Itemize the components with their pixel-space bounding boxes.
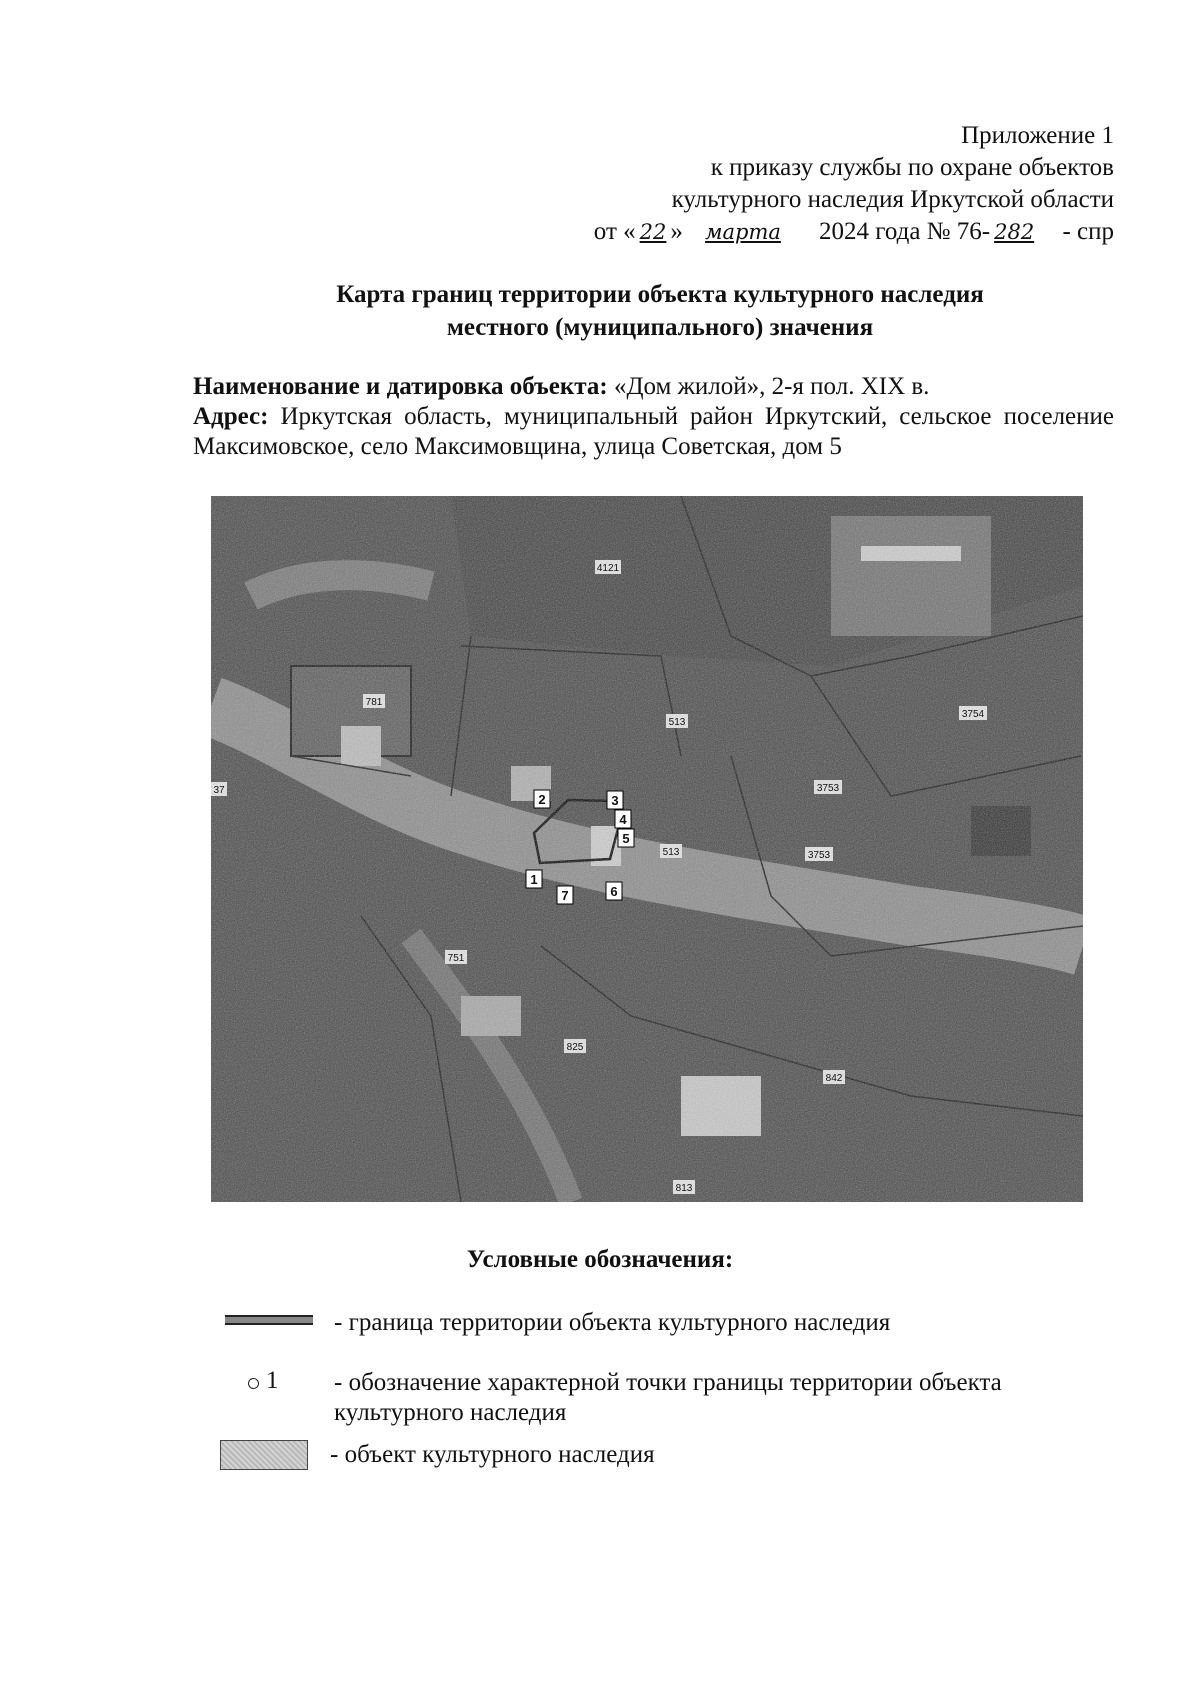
order-month: марта: [705, 220, 781, 244]
svg-text:813: 813: [675, 1183, 693, 1194]
boundary-point-3: [607, 791, 623, 809]
svg-text:37: 37: [213, 785, 225, 796]
order-year: 2024 года № 76-: [818, 218, 991, 245]
cadastral-label: [805, 847, 833, 861]
appendix-header: [594, 120, 1114, 248]
boundary-point-5-label: 5: [622, 831, 630, 846]
appendix-line3: культурного наследия Иркутской области: [671, 186, 1114, 213]
appendix-line2: к приказу службы по охране объектов: [710, 154, 1114, 181]
boundary-point-1-label: 1: [530, 872, 538, 887]
cadastral-label: [959, 706, 987, 720]
legend-line-symbol: [225, 1315, 313, 1325]
address-label: Адрес:: [193, 403, 269, 430]
object-name-value: «Дом жилой», 2-я пол. XIX в.: [613, 373, 930, 400]
title-line2: местного (муниципального) значения: [446, 314, 874, 341]
cadastral-label: [814, 780, 842, 794]
boundary-point-3-label: 3: [611, 793, 619, 808]
boundary-point-2-label: 2: [538, 792, 546, 807]
cadastral-label: [363, 694, 385, 708]
legend-point-text: - обозначение характерной точки границы территории объекта культурного наследия: [334, 1369, 1002, 1426]
cadastral-label: [595, 560, 621, 574]
order-suffix: - спр: [1062, 218, 1114, 245]
map-svg: [211, 496, 1083, 1202]
svg-text:751: 751: [447, 953, 465, 964]
cadastral-label: [660, 844, 682, 858]
boundary-point-1: [526, 870, 542, 888]
svg-text:825: 825: [566, 1042, 584, 1053]
boundary-point-2: [534, 790, 550, 808]
legend-title: Условные обозначения:: [466, 1246, 734, 1273]
satellite-map: [211, 496, 1083, 1202]
legend-point-number: 1: [266, 1367, 279, 1394]
cadastral-label: [666, 714, 688, 728]
legend-point-symbol: [248, 1378, 259, 1389]
order-mid: »: [670, 218, 683, 245]
object-name: [193, 372, 1114, 402]
appendix-title: Приложение 1: [961, 122, 1114, 149]
legend-fill-symbol: [220, 1440, 308, 1470]
order-line: [594, 216, 1114, 248]
boundary-point-4: [615, 810, 631, 828]
cadastral-label: [673, 1180, 695, 1194]
boundary-point-6-label: 6: [610, 884, 618, 899]
svg-text:3753: 3753: [816, 783, 840, 794]
title-line1: Карта границ территории объекта культурного наследия: [336, 281, 984, 308]
svg-text:3753: 3753: [807, 850, 831, 861]
cadastral-label: [564, 1039, 586, 1053]
document-title: [0, 278, 1200, 344]
object-address: [193, 402, 1114, 462]
map-grain: [211, 496, 1083, 1202]
legend-fill-text: - объект культурного наследия: [330, 1441, 655, 1468]
order-day: 22: [639, 220, 667, 244]
order-number: 282: [994, 220, 1035, 244]
cadastral-label: [823, 1070, 845, 1084]
svg-text:513: 513: [668, 717, 686, 728]
svg-text:842: 842: [825, 1073, 843, 1084]
boundary-point-7-label: 7: [561, 888, 569, 903]
cadastral-label: [445, 950, 467, 964]
boundary-point-4-label: 4: [619, 812, 627, 827]
cadastral-label: [211, 782, 227, 796]
object-name-label: Наименование и датировка объекта:: [193, 373, 608, 400]
boundary-point-5: [618, 829, 634, 847]
boundary-point-6: [606, 882, 622, 900]
svg-text:513: 513: [662, 847, 680, 858]
order-prefix: от «: [593, 218, 636, 245]
svg-text:781: 781: [365, 697, 383, 708]
svg-text:4121: 4121: [596, 563, 620, 574]
svg-text:3754: 3754: [961, 709, 985, 720]
legend-line-text: - граница территории объекта культурного наследия: [334, 1309, 891, 1336]
address-value: Иркутская область, муниципальный район Иркутский, сельское поселение Максимовское, село Максимовщина, улица Советская, дом 5: [193, 403, 1115, 460]
boundary-point-7: [557, 886, 573, 904]
